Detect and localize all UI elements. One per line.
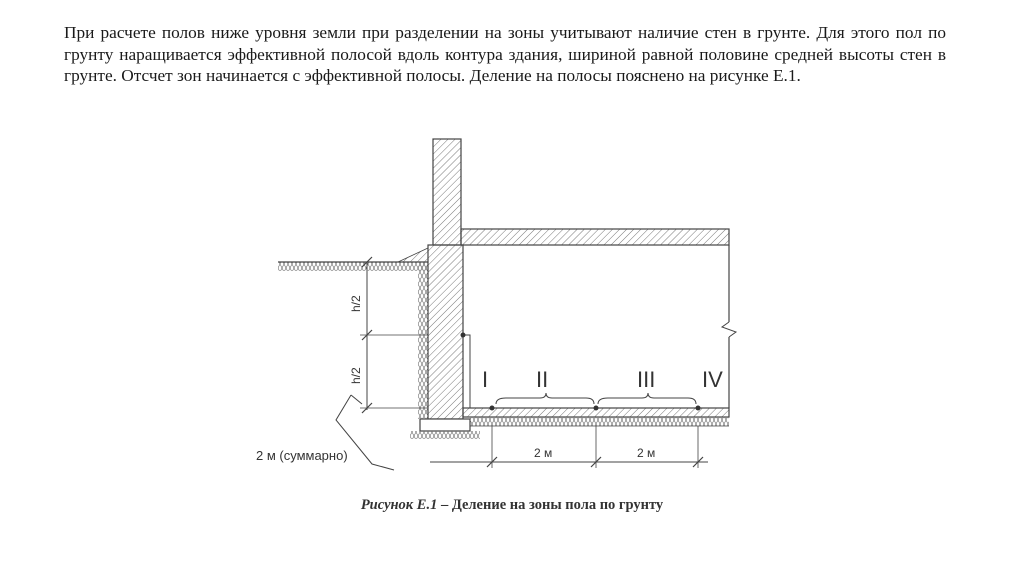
basement-wall [428, 245, 463, 419]
zone-1-label: I [482, 367, 489, 392]
zone-2-label: II [536, 367, 549, 392]
ground-soil [278, 262, 428, 271]
brace-zone-3 [598, 393, 696, 404]
wall-break [722, 322, 736, 337]
dim-2m-a-label: 2 м [534, 446, 553, 460]
total-bracket-arrow [351, 395, 362, 404]
ground-slope [398, 248, 428, 262]
zone-4-label: IV [702, 367, 723, 392]
point-wall-mid [461, 333, 466, 338]
point-zone-3 [696, 406, 701, 411]
figure-caption [0, 497, 1024, 514]
floor-soil [470, 417, 729, 426]
h-half-top-label: h/2 [349, 295, 363, 312]
footing-soil [410, 431, 480, 439]
upper-wall [433, 139, 461, 245]
body-paragraph: При расчете полов ниже уровня земли при разделении на зоны учитывают наличие стен в грунте. Для этого пол по грунту наращивается эффективной полосой вдоль контура здания, шириной равной половине средней высоты стен в грунте. Отсчет зон начинается с эффективной полосы. Деление на полосы пояснено на рисунке Е.1. [64, 23, 946, 85]
caption-text: Деление на зоны пола по грунту [451, 497, 664, 513]
point-zone-2 [594, 406, 599, 411]
point-zone-1 [490, 406, 495, 411]
brace-zone-2 [496, 393, 594, 404]
caption-label: Рисунок Е.1 [360, 497, 438, 513]
caption-dash: – [437, 497, 452, 513]
h-half-bottom-label: h/2 [349, 367, 363, 384]
total-2m-label: 2 м (суммарно) [256, 448, 348, 463]
zone-3-label: III [637, 367, 656, 392]
dim-2m-b-label: 2 м [637, 446, 656, 460]
effective-strip [463, 335, 470, 408]
floor-slab [461, 229, 729, 245]
wall-soil [418, 262, 428, 419]
footing [420, 419, 470, 431]
